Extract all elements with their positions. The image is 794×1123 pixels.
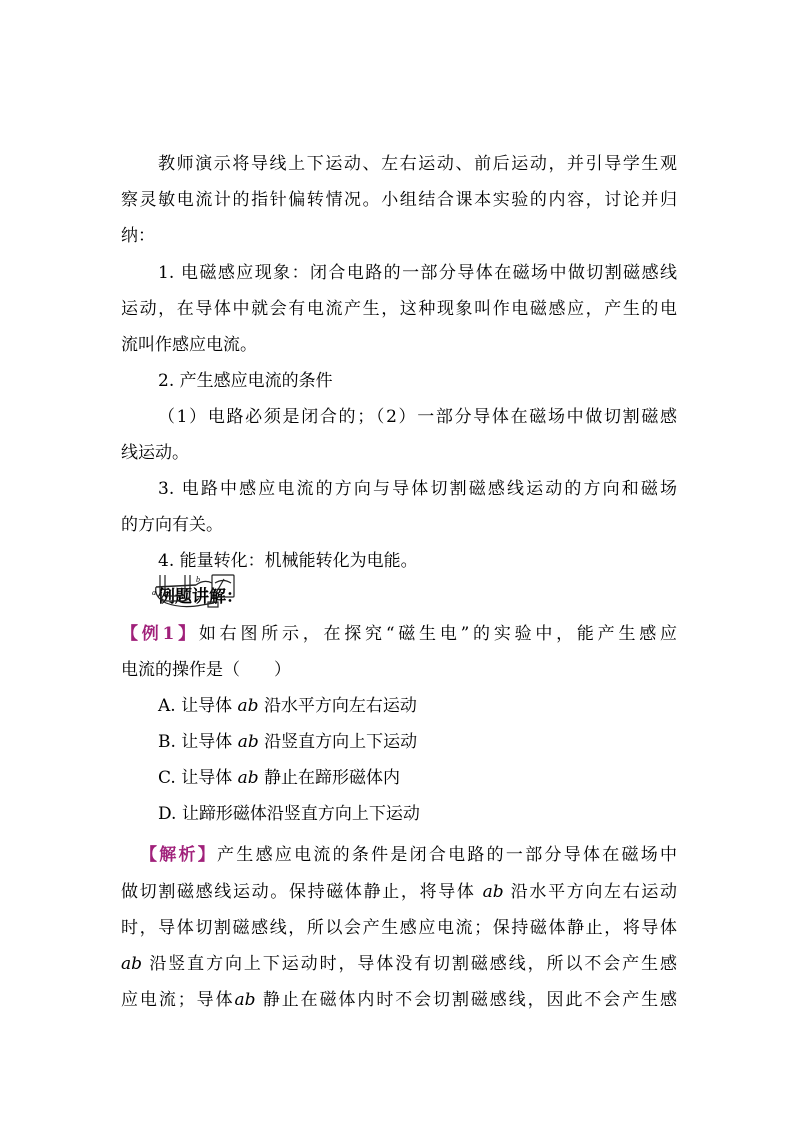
- option-c: C. 让导体 ab 静止在蹄形磁体内: [158, 768, 401, 788]
- example-heading: 例题讲解：: [158, 587, 243, 607]
- point1-line-1: 1. 电磁感应现象：闭合电路的一部分导体在磁场中做切割磁感线: [158, 263, 677, 283]
- option-d: D. 让蹄形磁体沿竖直方向上下运动: [158, 804, 420, 824]
- intro-line-2: 察灵敏电流计的指针偏转情况。小组结合课本实验的内容，讨论并归: [121, 190, 677, 210]
- experiment-figure: [152, 569, 242, 609]
- point1-line-2: 运动，在导体中就会有电流产生，这种现象叫作电磁感应，产生的电: [121, 299, 677, 319]
- option-a: A. 让导体 ab 沿水平方向左右运动: [158, 696, 417, 716]
- analysis-line-1: 【解析】产生感应电流的条件是闭合电路的一部分导体在磁场中: [140, 845, 678, 865]
- analysis-label: 【解析】: [140, 845, 218, 865]
- figure-label-a: a: [152, 588, 156, 597]
- example1-line-1: [121, 622, 677, 646]
- analysis-line-5: 应电流；导体ab 静止在磁体内时不会切割磁感线，因此不会产生感: [121, 990, 678, 1010]
- option-b: B. 让导体 ab 沿竖直方向上下运动: [158, 732, 418, 752]
- point3-line-1: 3. 电路中感应电流的方向与导体切割磁感线运动的方向和磁场: [158, 479, 677, 499]
- point2-line-3: 线运动。: [121, 443, 189, 463]
- point3-line-2: 的方向有关。: [121, 515, 223, 535]
- analysis-line-3: 时，导体切割磁感线，所以会产生感应电流；保持磁体静止，将导体: [121, 918, 677, 938]
- analysis-line-2: 做切割磁感线运动。保持磁体静止，将导体 ab 沿水平方向左右运动: [121, 882, 678, 902]
- figure-label-b: b: [196, 575, 200, 584]
- analysis-line-4: ab 沿竖直方向上下运动时，导体没有切割磁感线，所以不会产生感: [121, 954, 678, 974]
- point2-heading: 2. 产生感应电流的条件: [158, 371, 333, 391]
- intro-line-3: 纳：: [121, 226, 155, 246]
- example1-text-1: 如右图所示，在探究“磁生电”的实验中，能产生感应: [198, 624, 677, 644]
- intro-line-1: 教师演示将导线上下运动、左右运动、前后运动，并引导学生观: [158, 154, 677, 174]
- point2-line-2: （1）电路必须是闭合的；（2）一部分导体在磁场中做切割磁感: [158, 407, 677, 427]
- point1-line-3: 流叫作感应电流。: [121, 335, 257, 355]
- example1-line-2: 电流的操作是（ ）: [121, 660, 291, 680]
- point4: 4. 能量转化：机械能转化为电能。: [158, 551, 418, 571]
- example1-label: 【例1】: [121, 624, 199, 644]
